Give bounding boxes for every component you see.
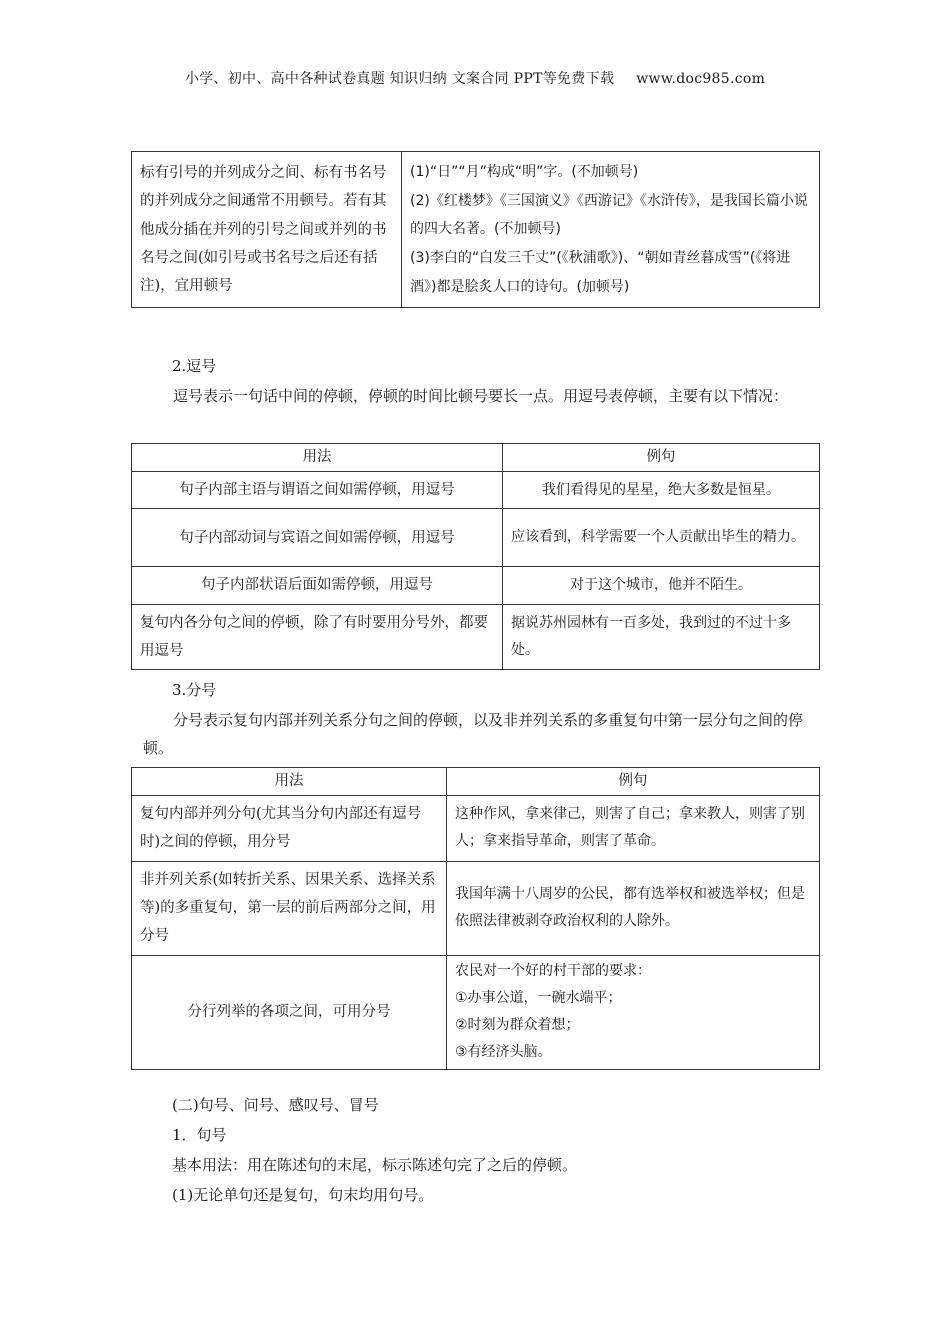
example-line: ③有经济头脑。 xyxy=(455,1044,552,1061)
example-line: ②时刻为群众着想； xyxy=(455,1017,580,1034)
example-cell: 应该看到，科学需要一个人贡献出毕生的精力。 xyxy=(503,509,820,567)
subsection-title-period: 1．句号 xyxy=(172,1126,227,1144)
example-cell: 我国年满十八周岁的公民，都有选举权和被选举权；但是依照法律被剥夺政治权利的人除外。 xyxy=(447,861,820,955)
column-header-example: 例句 xyxy=(447,768,820,796)
table-semicolon xyxy=(131,767,820,1070)
usage-cell: 复句内部并列分句(尤其当分句内部还有逗号时)之间的停顿，用分号 xyxy=(132,796,447,862)
period-rule-1: (1)无论单句还是复句，句末均用句号。 xyxy=(172,1186,434,1204)
table-row xyxy=(132,567,820,604)
example-cell: 这种作风，拿来律己，则害了自己；拿来教人，则害了别人；拿来指导革命，则害了革命。 xyxy=(447,796,820,862)
example-cell xyxy=(447,955,820,1069)
section-intro-semicolon: 分号表示复句内部并列关系分句之间的停顿，以及非并列关系的多重复句中第一层分句之间的停顿。 xyxy=(143,711,804,757)
table-comma xyxy=(131,443,820,670)
section-intro-comma: 逗号表示一句话中间的停顿，停顿的时间比顿号要长一点。用逗号表停顿，主要有以下情况： xyxy=(173,387,789,405)
example-line: (3)李白的“白发三千丈”(《秋浦歌》)、“朝如青丝暮成雪”(《将进酒》)都是脍炙人口的诗句。(加顿号) xyxy=(410,250,791,295)
usage-cell: 标有引号的并列成分之间、标有书名号的并列成分之间通常不用顿号。若有其他成分插在并列的引号之间或并列的书名号之间(如引号或书名号之后还有括注)，宜用顿号 xyxy=(132,152,402,308)
table-row xyxy=(132,509,820,567)
section-title-semicolon: 3.分号 xyxy=(172,681,217,699)
example-cell: 对于这个城市，他并不陌生。 xyxy=(503,567,820,604)
table-enumeration-comma xyxy=(131,151,820,308)
column-header-usage: 用法 xyxy=(132,444,503,472)
usage-cell: 分行列举的各项之间，可用分号 xyxy=(132,955,447,1069)
usage-cell: 句子内部状语后面如需停顿，用逗号 xyxy=(132,567,503,604)
table-row xyxy=(132,955,820,1069)
column-header-usage: 用法 xyxy=(132,768,447,796)
usage-cell: 句子内部主语与谓语之间如需停顿，用逗号 xyxy=(132,472,503,509)
column-header-example: 例句 xyxy=(503,444,820,472)
table-row xyxy=(132,604,820,670)
example-cell: 我们看得见的星星，绝大多数是恒星。 xyxy=(503,472,820,509)
header-text: 小学、初中、高中各种试卷真题 知识归纳 文案合同 PPT等免费下载 xyxy=(184,71,615,87)
example-line: (2)《红楼梦》《三国演义》《西游记》《水浒传》，是我国长篇小说的四大名著。(不加顿号) xyxy=(410,192,808,238)
period-basic-usage: 基本用法：用在陈述句的末尾，标示陈述句完了之后的停顿。 xyxy=(172,1156,578,1174)
table-row xyxy=(132,861,820,955)
example-cell: 据说苏州园林有一百多处，我到过的不过十多处。 xyxy=(503,604,820,670)
usage-cell: 复句内各分句之间的停顿，除了有时要用分号外，都要用逗号 xyxy=(132,604,503,670)
table-row xyxy=(132,152,820,308)
section-title-comma: 2.逗号 xyxy=(172,357,217,375)
usage-cell: 句子内部动词与宾语之间如需停顿，用逗号 xyxy=(132,509,503,567)
page-header xyxy=(0,68,950,88)
section-title-period-group: (二)句号、问号、感叹号、冒号 xyxy=(172,1096,379,1114)
table-row xyxy=(132,472,820,509)
usage-cell: 非并列关系(如转折关系、因果关系、选择关系等)的多重复句，第一层的前后两部分之间，用分号 xyxy=(132,861,447,955)
example-line: 农民对一个好的村干部的要求： xyxy=(455,962,651,979)
example-line: ①办事公道，一碗水端平； xyxy=(455,989,622,1006)
table-header-row xyxy=(132,768,820,796)
table-header-row xyxy=(132,444,820,472)
example-cell xyxy=(402,152,820,308)
table-row xyxy=(132,796,820,862)
example-line: (1)“日”“月”构成“明”字。(不加顿号) xyxy=(410,164,639,180)
header-site: www.doc985.com xyxy=(636,71,766,87)
